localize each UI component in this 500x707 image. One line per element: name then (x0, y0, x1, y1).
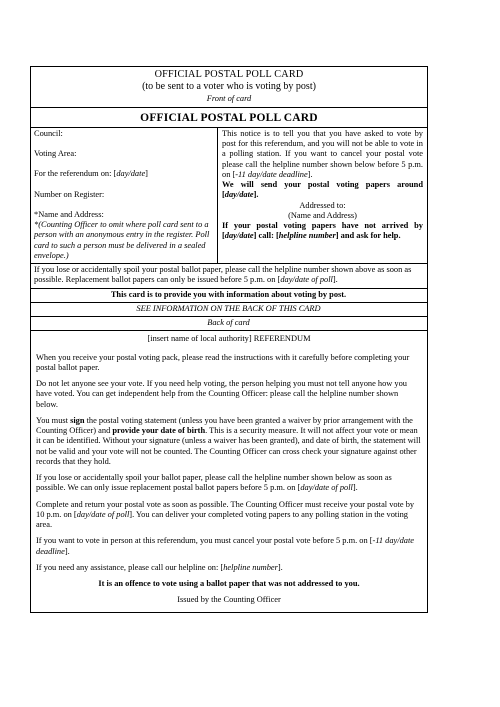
voter-fields (31, 128, 218, 263)
not-arrived-notice: If your postal voting papers have not arrived by [day/date] call: [helpline number] and ask for help. (222, 221, 423, 241)
spoil-notice: If you lose or accidentally spoil your postal ballot paper, please call the helpline number shown above as soon as possible. Replacement ballot papers can only be issued before 5 p.m. on [day/date of poll]. (31, 264, 427, 289)
document-subtitle: (to be sent to a voter who is voting by post) (142, 81, 316, 93)
addressed-to-label: Addressed to: (299, 200, 346, 210)
instruction-read: When you receive your postal voting pack, please read the instructions with it carefully before completing your postal ballot paper. (36, 352, 410, 372)
send-papers-notice: We will send your postal voting papers around [day/date]. (222, 180, 423, 200)
issued-by: Issued by the Counting Officer (177, 595, 281, 605)
anonymous-entry-note: *(Counting Officer to omit where poll card sent to a person with an anonymous entry in the register. Poll card to such a person must be delivered in a sealed envelope.) (34, 220, 210, 260)
front-of-card-label: Front of card (206, 93, 252, 103)
poll-card (30, 66, 428, 613)
referendum-date-field: For the referendum on: [day/date] (34, 169, 148, 179)
back-of-card (31, 331, 427, 611)
notice-text (218, 128, 427, 263)
back-of-card-label: Back of card (31, 317, 427, 331)
instruction-sign: You must sign the postal voting statement (unless you have been granted a waiver by prior arrangement with the Counting Officer) and provide your date of birth. This is a security measure. It will not affect your vote or mean it can be identified. Without your signature (unless a waiver has been granted), and date of birth, the statement will not be valid and your vote will not be counted. The Counting Officer can cross check your signature against other records that they hold. (36, 415, 421, 466)
document-header (31, 67, 427, 108)
addressed-name: (Name and Address) (288, 210, 357, 220)
document-title: OFFICIAL POSTAL POLL CARD (154, 69, 304, 80)
voting-area-field: Voting Area: (34, 149, 77, 159)
card-title: OFFICIAL POSTAL POLL CARD (31, 108, 427, 128)
council-field: Council: (34, 128, 63, 138)
register-number-field: Number on Register: (34, 189, 105, 199)
front-details (31, 128, 427, 264)
instruction-cancel: If you want to vote in person at this referendum, you must cancel your postal vote before 5 p.m. on [-11 day/date deadline]. (36, 536, 415, 556)
offence-warning: It is an offence to vote using a ballot paper that was not addressed to you. (98, 579, 360, 589)
see-back-notice: SEE INFORMATION ON THE BACK OF THIS CARD (31, 303, 427, 317)
instruction-spoil: If you lose or accidentally spoil your ballot paper, please call the helpline number shown below as soon as possible. We can only issue replacement postal ballot papers before 5 p.m. on [day/date of poll]. (36, 473, 392, 493)
cancel-notice: This notice is to tell you that you have asked to vote by post for this referendum, and you will not be able to vote in a polling station. If you want to cancel your postal vote please call the helpline number shown below before 5 p.m. on [-11 day/date deadline]. (222, 128, 423, 179)
instruction-secrecy: Do not let anyone see your vote. If you need help voting, the person helping you must not tell anyone how you have voted. You can get independent help from the Counting Officer: please call the helpline number shown below. (36, 379, 407, 409)
name-address-field: *Name and Address: (34, 209, 104, 219)
instruction-helpline: If you need any assistance, please call our helpline on: [helpline number]. (36, 562, 283, 572)
info-line: This card is to provide you with information about voting by post. (31, 289, 427, 303)
instruction-return: Complete and return your postal vote as soon as possible. The Counting Officer must receive your postal vote by 10 p.m. on [day/date of poll]. You can deliver your completed voting papers to any polling station in the voting area. (36, 499, 415, 530)
referendum-authority-title: [insert name of local authority] REFERENDUM (147, 334, 311, 344)
